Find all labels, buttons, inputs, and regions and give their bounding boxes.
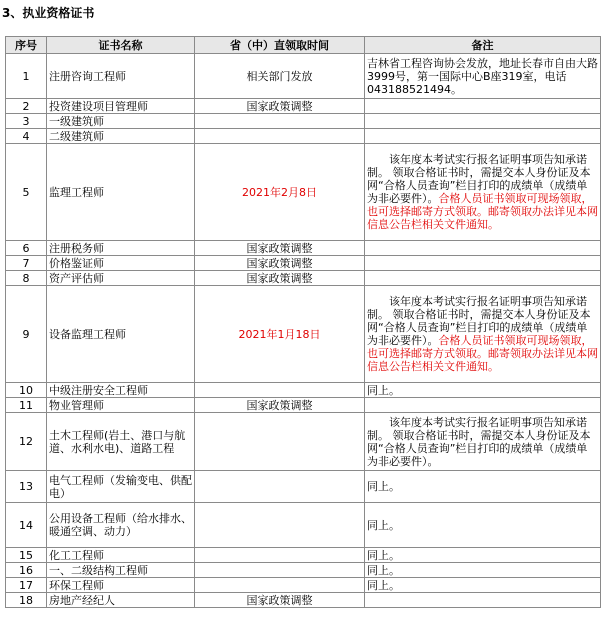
note-text: 该年度本考试实行报名证明事项告知承诺制。 领取合格证书时，需提交本人身份证及本网“合格人员查询”栏目打印的成绩单（成绩单为非必要件）。 — [367, 153, 591, 205]
cell-no: 1 — [6, 54, 47, 99]
cell-no: 6 — [6, 241, 47, 256]
cell-name: 价格鉴证师 — [47, 256, 195, 271]
cell-note: 同上。 — [365, 563, 601, 578]
cell-note: 同上。 — [365, 548, 601, 563]
table-row — [6, 99, 601, 114]
header-no: 序号 — [6, 37, 47, 54]
cell-no: 16 — [6, 563, 47, 578]
cell-time: 国家政策调整 — [195, 271, 365, 286]
cell-no: 18 — [6, 593, 47, 608]
table-row — [6, 256, 601, 271]
cell-note — [365, 99, 601, 114]
cell-time — [195, 471, 365, 503]
cell-name: 一级建筑师 — [47, 114, 195, 129]
header-time: 省（中）直领取时间 — [195, 37, 365, 54]
cell-time — [195, 503, 365, 548]
cell-time — [195, 413, 365, 471]
cell-name: 房地产经纪人 — [47, 593, 195, 608]
cell-time: 国家政策调整 — [195, 256, 365, 271]
table-row — [6, 563, 601, 578]
cell-time — [195, 548, 365, 563]
cell-no: 2 — [6, 99, 47, 114]
cell-time: 国家政策调整 — [195, 241, 365, 256]
table-row — [6, 286, 601, 383]
table-row — [6, 54, 601, 99]
cell-name: 一、二级结构工程师 — [47, 563, 195, 578]
header-note: 备注 — [365, 37, 601, 54]
cell-note: 吉林省工程咨询协会发放，地址长春市自由大路3999号，第一国际中心B座319室，电话043188521494。 — [365, 54, 601, 99]
cell-note — [365, 398, 601, 413]
table-row — [6, 471, 601, 503]
table-row — [6, 548, 601, 563]
note-highlight-text: 合格人员证书领取可现场领取，也可选择邮寄方式领取。邮寄领取办法详见本网信息公告栏相关文件通知。 — [367, 334, 598, 373]
header-name: 证书名称 — [47, 37, 195, 54]
table-row — [6, 271, 601, 286]
cell-note: 同上。 — [365, 383, 601, 398]
table-row — [6, 593, 601, 608]
cell-time: 国家政策调整 — [195, 593, 365, 608]
table-header-row — [6, 37, 601, 54]
cell-note — [365, 271, 601, 286]
table-row — [6, 398, 601, 413]
cell-name: 资产评估师 — [47, 271, 195, 286]
cell-note: 同上。 — [365, 503, 601, 548]
cell-note: 该年度本考试实行报名证明事项告知承诺制。 领取合格证书时，需提交本人身份证及本网“合格人员查询”栏目打印的成绩单（成绩单为非必要件）。 — [365, 413, 601, 471]
table-row — [6, 383, 601, 398]
cell-time: 2021年1月18日 — [195, 286, 365, 383]
section-title: 3、执业资格证书 — [2, 6, 95, 20]
table-row — [6, 503, 601, 548]
cell-no: 7 — [6, 256, 47, 271]
cell-name: 投资建设项目管理师 — [47, 99, 195, 114]
table-row — [6, 241, 601, 256]
cell-note — [365, 241, 601, 256]
cell-no: 10 — [6, 383, 47, 398]
cell-time: 国家政策调整 — [195, 398, 365, 413]
cell-name: 物业管理师 — [47, 398, 195, 413]
cell-no: 3 — [6, 114, 47, 129]
cell-no: 14 — [6, 503, 47, 548]
cell-no: 11 — [6, 398, 47, 413]
cell-time: 2021年2月8日 — [195, 144, 365, 241]
cell-time — [195, 129, 365, 144]
table-row — [6, 129, 601, 144]
cell-note: 同上。 — [365, 471, 601, 503]
table-row — [6, 144, 601, 241]
cell-note: 同上。 — [365, 578, 601, 593]
cell-name: 公用设备工程师（给水排水、暖通空调、动力） — [47, 503, 195, 548]
cell-note — [365, 144, 601, 241]
cell-name: 中级注册安全工程师 — [47, 383, 195, 398]
cell-note — [365, 286, 601, 383]
note-highlight-text: 合格人员证书领取可现场领取，也可选择邮寄方式领取。邮寄领取办法详见本网信息公告栏相关文件通知。 — [367, 192, 598, 231]
cell-name: 土木工程师(岩土、港口与航道、水利水电)、道路工程 — [47, 413, 195, 471]
cell-name: 监理工程师 — [47, 144, 195, 241]
cell-no: 4 — [6, 129, 47, 144]
certificate-table — [5, 36, 601, 608]
cell-time — [195, 383, 365, 398]
cell-name: 注册税务师 — [47, 241, 195, 256]
cell-time: 国家政策调整 — [195, 99, 365, 114]
table-row — [6, 114, 601, 129]
table-row — [6, 578, 601, 593]
cell-no: 9 — [6, 286, 47, 383]
cell-name: 电气工程师（发输变电、供配电） — [47, 471, 195, 503]
cell-name: 二级建筑师 — [47, 129, 195, 144]
cell-no: 5 — [6, 144, 47, 241]
cell-time — [195, 114, 365, 129]
cell-note — [365, 129, 601, 144]
cell-time — [195, 563, 365, 578]
cell-note — [365, 256, 601, 271]
cell-time: 相关部门发放 — [195, 54, 365, 99]
cell-note — [365, 593, 601, 608]
cell-name: 注册咨询工程师 — [47, 54, 195, 99]
cell-name: 环保工程师 — [47, 578, 195, 593]
cell-no: 12 — [6, 413, 47, 471]
cell-no: 13 — [6, 471, 47, 503]
table-row — [6, 413, 601, 471]
note-text: 该年度本考试实行报名证明事项告知承诺制。 领取合格证书时，需提交本人身份证及本网“合格人员查询”栏目打印的成绩单（成绩单为非必要件）。 — [367, 295, 591, 347]
cell-no: 17 — [6, 578, 47, 593]
cell-name: 化工工程师 — [47, 548, 195, 563]
cell-note — [365, 114, 601, 129]
cell-no: 8 — [6, 271, 47, 286]
cell-time — [195, 578, 365, 593]
cell-no: 15 — [6, 548, 47, 563]
cell-name: 设备监理工程师 — [47, 286, 195, 383]
